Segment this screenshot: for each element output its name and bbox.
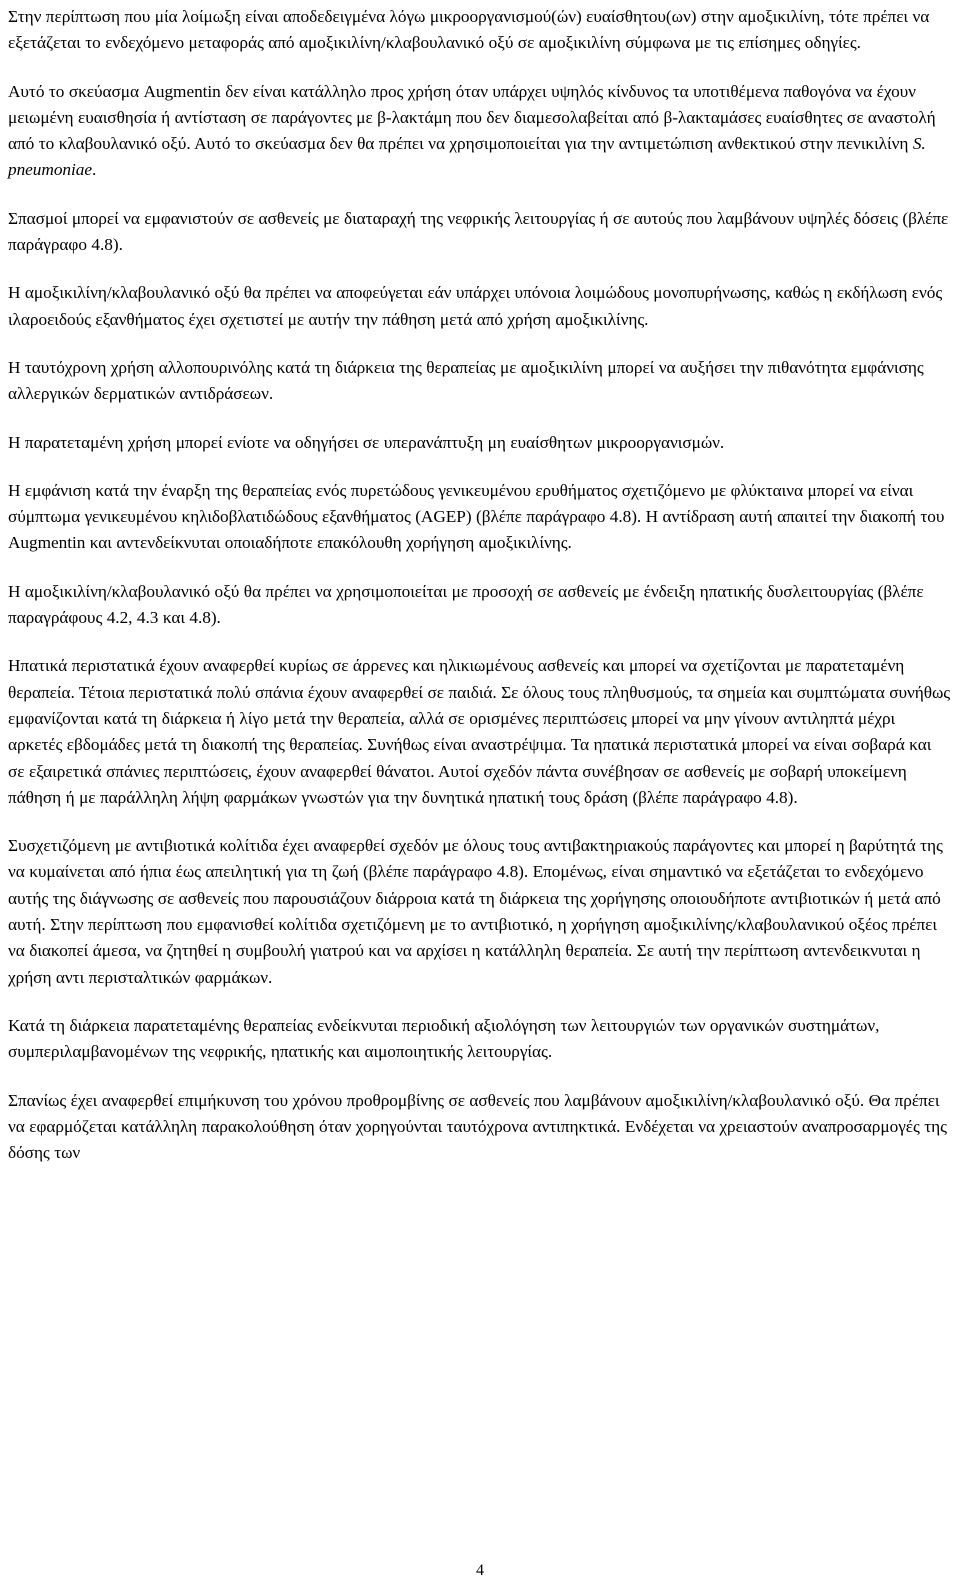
paragraph-augmentin-suitability [8,79,952,184]
paragraph-prolonged-use: Η παρατεταμένη χρήση μπορεί ενίοτε να οδηγήσει σε υπερανάπτυξη μη ευαίσθητων μικροοργανισμών. [8,432,725,452]
paragraph-amoxicillin-switch: Στην περίπτωση που μία λοίμωξη είναι αποδεδειγμένα λόγω μικροοργανισμού(ών) ευαίσθητου(ων) στην αμοξικιλίνη, τότε πρέπει να εξετάζεται το ενδεχόμενο μεταφοράς από αμοξικιλίνη/κλαβουλανικό οξύ σε αμοξικιλίνη σύμφωνα με τις επίσημες οδηγίες. [8,7,930,53]
paragraph-periodic-assessment: Κατά τη διάρκεια παρατεταμένης θεραπείας ενδείκνυται περιοδική αξιολόγηση των λειτουργιών των οργανικών συστημάτων, συμπεριλαμβανομένων της νεφρικής, ηπατικής και αιμοποιητικής λειτουργίας. [8,1015,880,1062]
paragraph-end: . [91,160,97,180]
organism-name: S. pneumoniae [8,134,926,180]
paragraph-hepatic-events: Ηπατικά περιστατικά έχουν αναφερθεί κυρίως σε άρρενες και ηλικιωμένους ασθενείς και μπορεί να σχετίζονται με παρατεταμένη θεραπεία. Τέτοια περιστατικά πολύ σπάνια έχουν αναφερθεί σε παιδιά. Σε όλους τους πληθυσμούς, τα σημεία και συμπτώματα συνήθως εμφανίζονται κατά τη διάρκεια ή λίγο μετά την θεραπεία, αλλά σε ορισμένες περιπτώσεις μπορεί να μην γίνουν αντιληπτά μέχρι αρκετές εβδομάδες μετά τη διακοπή της θεραπείας. Συνήθως είναι αναστρέψιμα. Τα ηπατικά περιστατικά μπορεί να είναι σοβαρά και σε εξαιρετικά σπάνιες περιπτώσεις, έχουν αναφερθεί θάνατοι. Αυτοί σχεδόν πάντα συνέβησαν σε ασθενείς με σοβαρή υποκείμενη πάθηση ή με παράλληλη λήψη φαρμάκων γνωστών για την δυνητικά ηπατική τους δράση (βλέπε παράγραφο 4.8). [8,656,951,807]
paragraph-hepatic-dysfunction: Η αμοξικιλίνη/κλαβουλανικό οξύ θα πρέπει να χρησιμοποιείται με προσοχή σε ασθενείς με ένδειξη ηπατικής δυσλειτουργίας (βλέπε παραγράφους 4.2, 4.3 και 4.8). [8,581,924,628]
paragraph-colitis: Συσχετιζόμενη με αντιβιοτικά κολίτιδα έχει αναφερθεί σχεδόν με όλους τους αντιβακτηριακούς παράγοντες και μπορεί η βαρύτητά της να κυμαίνεται από ήπια έως απειλητική για τη ζωή (βλέπε παράγραφο 4.8). Επομένως, είναι σημαντικό να εξετάζεται το ενδεχόμενο αυτής της διάγνωσης σε ασθενείς που παρουσιάζουν διάρροια κατά τη διάρκεια της χορήγησης οποιουδήποτε αντιβιοτικών ή μετά από αυτή. Στην περίπτωση που εμφανισθεί κολίτιδα σχετιζόμενη με το αντιβιοτικό, η χορήγηση αμοξικιλίνης/κλαβουλανικού οξέος πρέπει να διακοπεί άμεσα, να ζητηθεί η συμβουλή γιατρού και να αρχίσει η κατάλληλη θεραπεία. Σε αυτή την περίπτωση αντενδεικνυται η χρήση αντι περισταλτικών φαρμάκων. [8,836,943,987]
paragraph-mononucleosis: Η αμοξικιλίνη/κλαβουλανικό οξύ θα πρέπει να αποφεύγεται εάν υπάρχει υπόνοια λοιμώδους μονοπυρήνωσης, καθώς η εκδήλωση ενός ιλαροειδούς εξανθήματος έχει σχετιστεί με αυτήν την πάθηση μετά από χρήση αμοξικιλίνης. [8,283,943,329]
paragraph-agep: Η εμφάνιση κατά την έναρξη της θεραπείας ενός πυρετώδους γενικευμένου ερυθήματος σχετιζόμενο με φλύκταινα μπορεί να είναι σύμπτωμα γενικευμένου κηλιδοβλατιδώδους εξανθήματος (AGEP) (βλέπε παράγραφο 4.8). Η αντίδραση αυτή απαιτεί την διακοπή του Augmentin και αντενδείκνυται οποιαδήποτε επακόλουθη χορήγηση αμοξικιλίνης. [8,480,945,553]
page-number: 4 [476,1562,484,1579]
paragraph-text: Αυτό το σκεύασμα Augmentin δεν είναι κατάλληλο προς χρήση όταν υπάρχει υψηλός κίνδυνος τα υποτιθέμενα παθογόνα να έχουν μειωμένη ευαισθησία ή αντίσταση σε παράγοντες με β-λακτάμη που δεν διαμεσολαβείται από β-λακταμάσες ευαίσθητες σε αναστολή από το κλαβουλανικό οξύ. Αυτό το σκεύασμα δεν θα πρέπει να χρησιμοποιείται για την αντιμετώπιση ανθεκτικού στην πενικιλίνη [8,81,936,154]
paragraph-prothrombin-time: Σπανίως έχει αναφερθεί επιμήκυνση του χρόνου προθρομβίνης σε ασθενείς που λαμβάνουν αμοξικιλίνη/κλαβουλανικό οξύ. Θα πρέπει να εφαρμόζεται κατάλληλη παρακολούθηση όταν χορηγούνται ταυτόχρονα αντιπηκτικά. Ενδέχεται να χρειαστούν αναπροσαρμογές της δόσης των [8,1090,947,1163]
paragraph-convulsions: Σπασμοί μπορεί να εμφανιστούν σε ασθενείς με διαταραχή της νεφρικής λειτουργίας ή σε αυτούς που λαμβάνουν υψηλές δόσεις (βλέπε παράγραφο 4.8). [8,208,949,255]
paragraph-allopurinol: Η ταυτόχρονη χρήση αλλοπουρινόλης κατά τη διάρκεια της θεραπείας με αμοξικιλίνη μπορεί να αυξήσει την πιθανότητα εμφάνισης αλλεργικών δερματικών αντιδράσεων. [8,357,924,404]
